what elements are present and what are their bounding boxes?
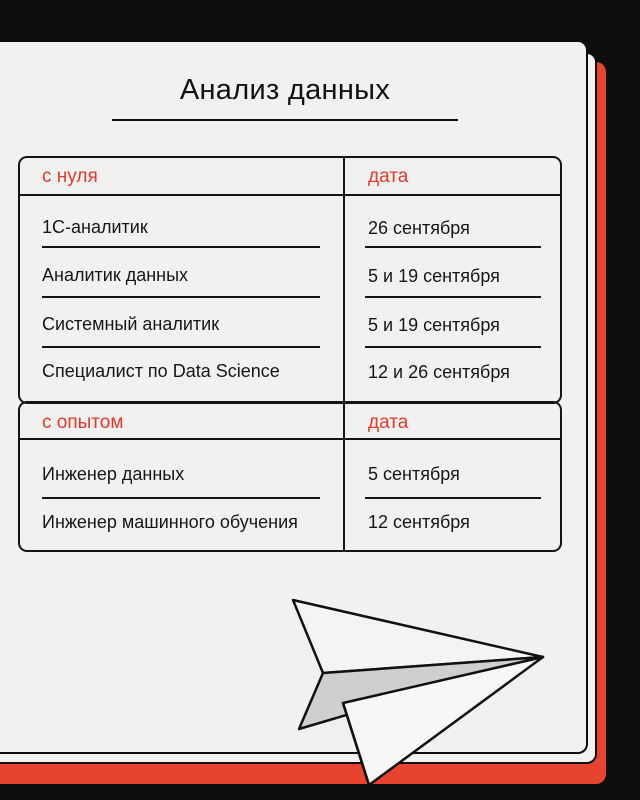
course-cell: Аналитик данных: [42, 265, 189, 285]
row-divider: [365, 497, 541, 499]
header-date: дата: [368, 166, 409, 187]
row-divider: [365, 246, 541, 248]
page-title: Анализ данных: [179, 74, 391, 106]
course-cell: Инженер машинного обучения: [42, 512, 298, 532]
header-date: дата: [368, 412, 409, 433]
header-divider: [20, 438, 562, 440]
row-divider: [42, 296, 320, 298]
header-divider: [20, 194, 562, 196]
course-cell: Специалист по Data Science: [42, 361, 280, 381]
date-cell: 5 и 19 сентября: [368, 315, 500, 335]
header-course: с нуля: [42, 166, 98, 187]
header-course: с опытом: [42, 412, 124, 433]
row-divider: [365, 296, 541, 298]
date-cell: 12 и 26 сентября: [368, 362, 510, 382]
row-divider: [42, 497, 320, 499]
table-beginner: [18, 156, 562, 404]
row-divider: [365, 346, 541, 348]
course-cell: Инженер данных: [42, 464, 185, 484]
title-underline: [112, 119, 458, 121]
date-cell: 26 сентября: [368, 218, 470, 238]
date-cell: 5 сентября: [368, 464, 460, 484]
date-cell: 5 и 19 сентября: [368, 266, 500, 286]
paper-plane-icon: [285, 595, 550, 790]
course-cell: Системный аналитик: [42, 314, 220, 334]
course-cell: 1С-аналитик: [42, 217, 148, 237]
date-cell: 12 сентября: [368, 512, 470, 532]
row-divider: [42, 246, 320, 248]
row-divider: [42, 346, 320, 348]
column-divider: [343, 403, 345, 550]
table-experienced: [18, 401, 562, 552]
